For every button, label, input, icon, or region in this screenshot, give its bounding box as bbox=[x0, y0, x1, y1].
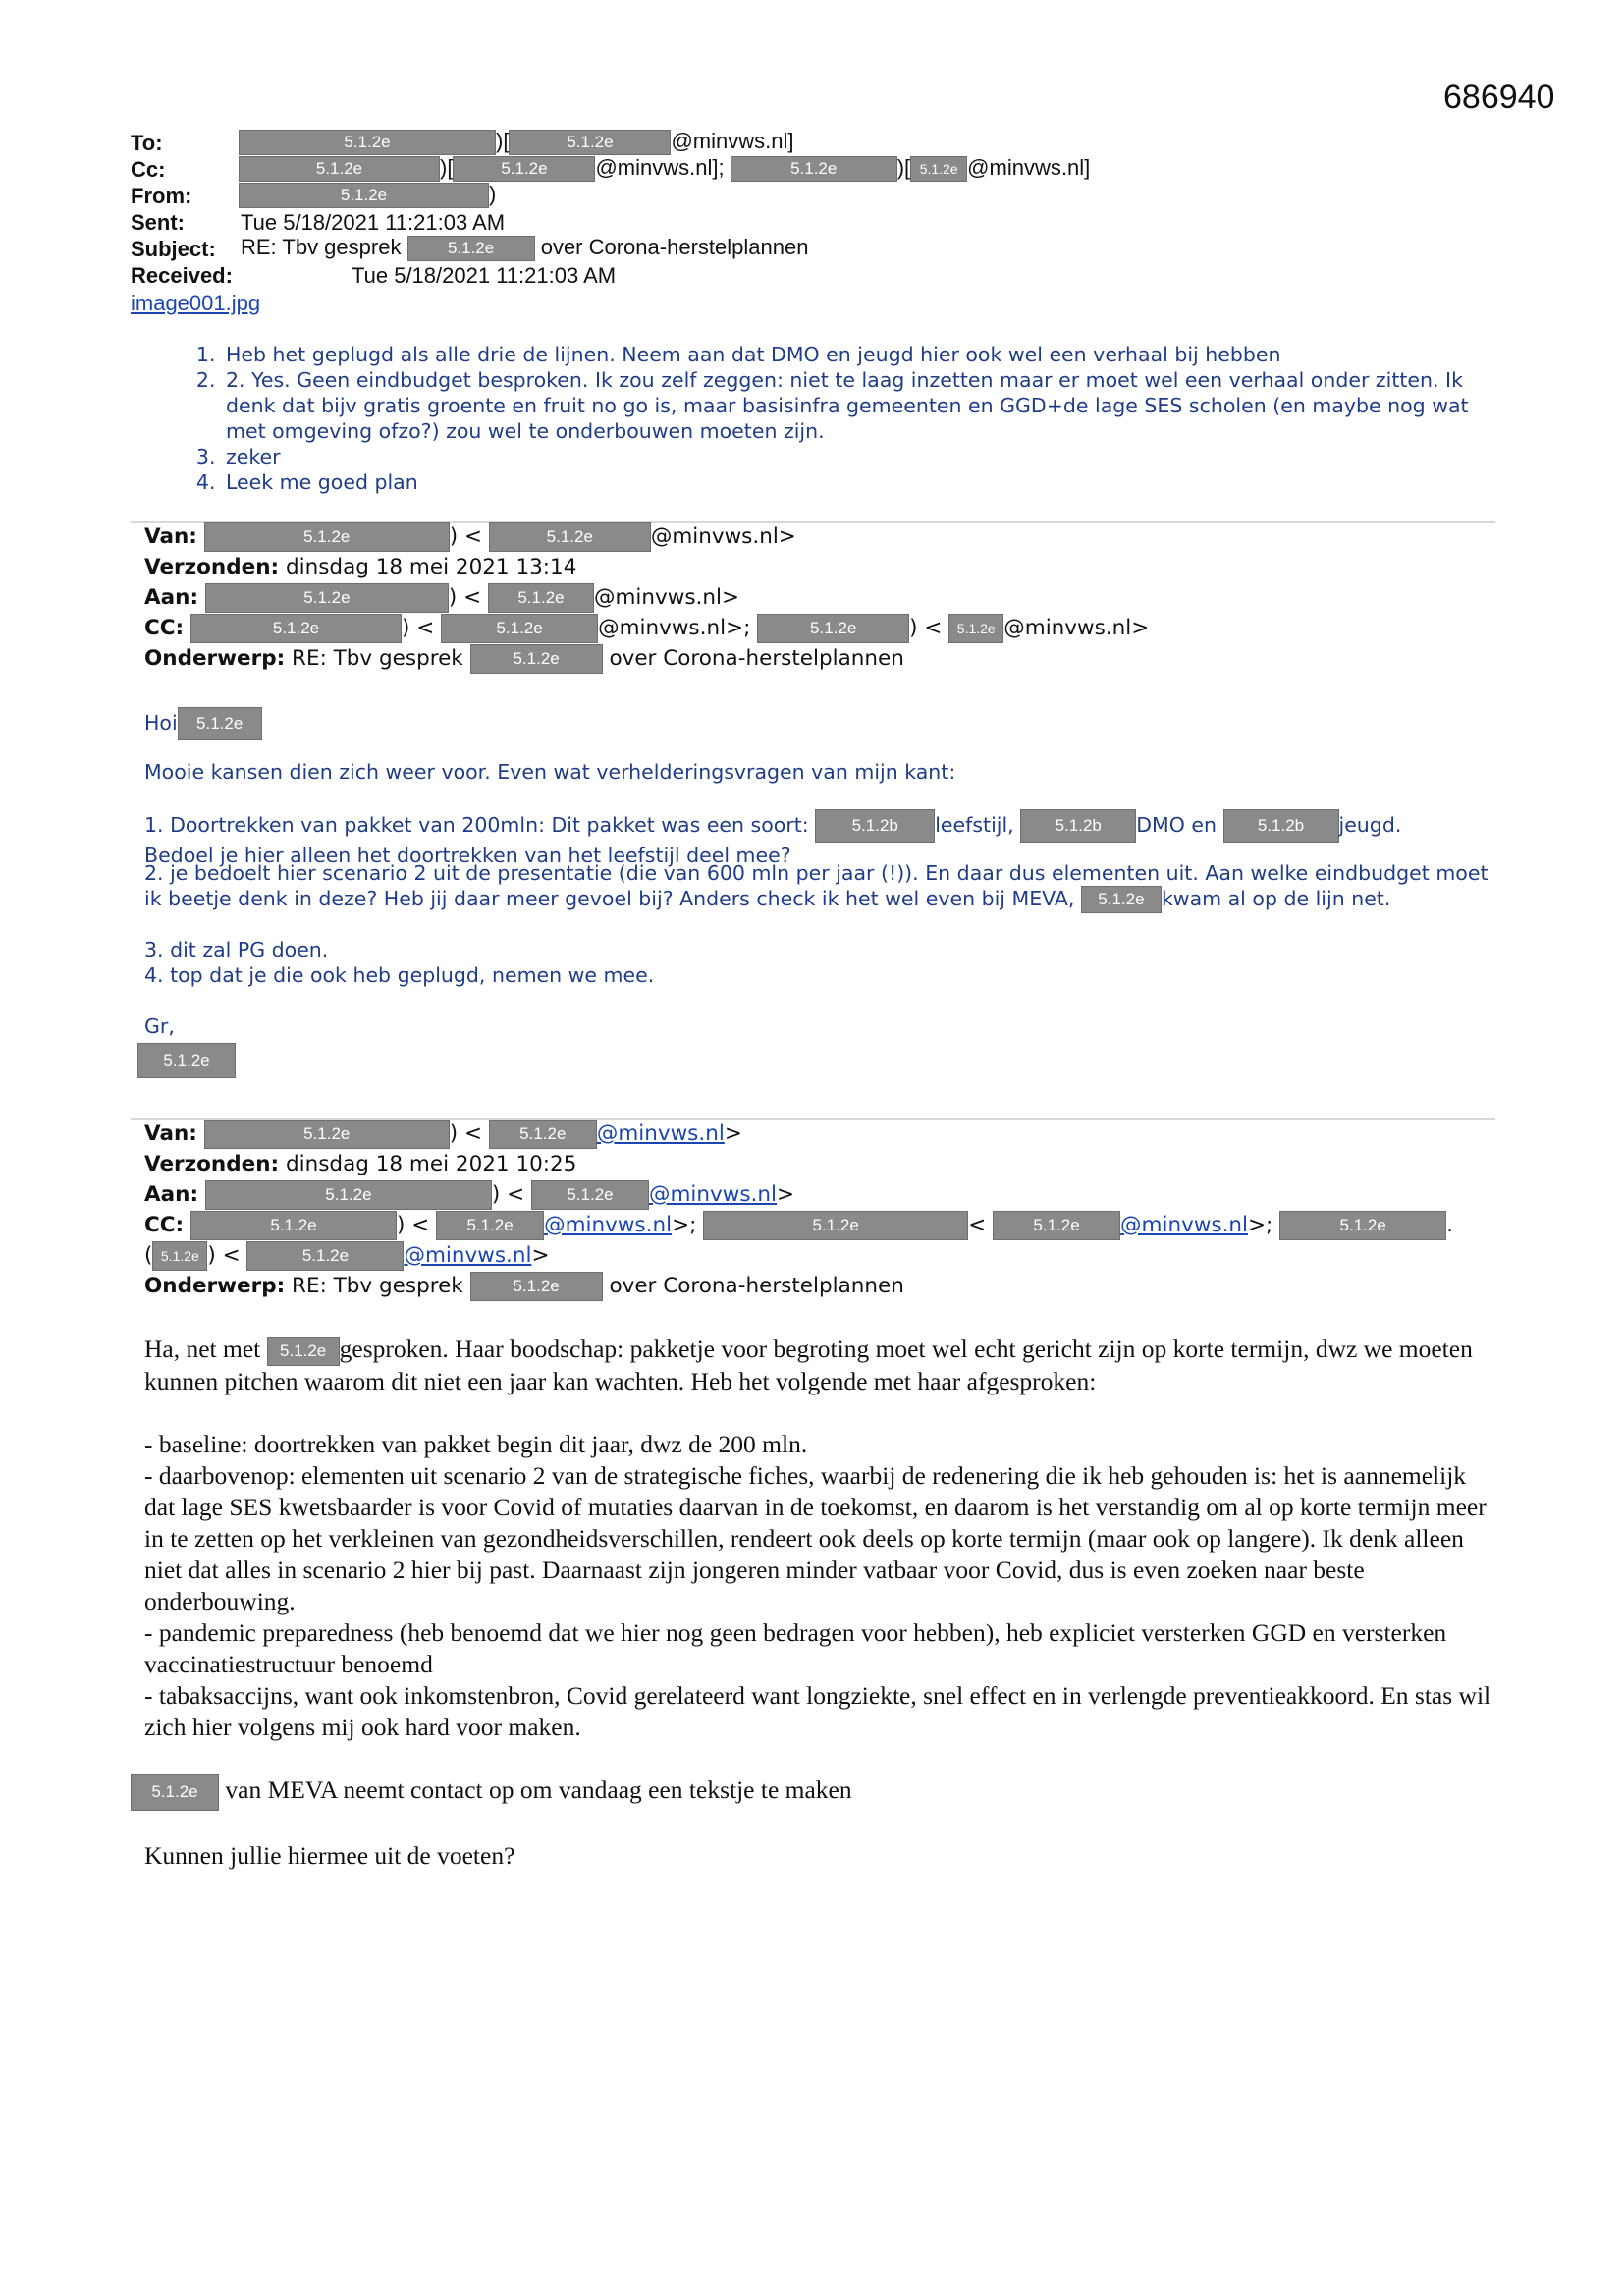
cc-domain-2: @minvws.nl] bbox=[967, 155, 1091, 180]
redaction: 5.1.2e bbox=[178, 707, 262, 740]
received-label: Received: bbox=[131, 263, 233, 288]
mail3-onderwerp: Onderwerp: RE: Tbv gesprek 5.1.2e over Corona-herstelplannen bbox=[144, 1272, 904, 1301]
to-domain: @minvws.nl] bbox=[671, 129, 794, 153]
redaction: 5.1.2b bbox=[1223, 809, 1339, 843]
mail2-closing: Gr, bbox=[144, 1014, 175, 1038]
mail2-signature bbox=[137, 1043, 1483, 1078]
redaction: 5.1.2e bbox=[246, 1241, 404, 1271]
reply-item: 1. Heb het geplugd als alle drie de lijnen. Neem aan dat DMO en jeugd hier ook wel een verhaal bij hebben bbox=[222, 342, 1492, 367]
mail3-meva: 5.1.2e van MEVA neemt contact op om vandaag een tekstje te maken bbox=[131, 1774, 1481, 1811]
sent-value: Tue 5/18/2021 11:21:03 AM bbox=[241, 210, 506, 235]
redaction: 5.1.2e bbox=[489, 522, 651, 552]
redaction: 5.1.2e bbox=[205, 583, 449, 613]
redaction: 5.1.2b bbox=[815, 809, 935, 843]
redaction: 5.1.2e bbox=[204, 522, 450, 552]
redaction: 5.1.2e bbox=[757, 614, 909, 643]
redaction: 5.1.2e bbox=[488, 583, 594, 613]
mail2-point-1: 1. Doortrekken van pakket van 200mln: Dit pakket was een soort: 5.1.2b leefstijl, 5.1.2b DMO en 5.1.2b jeugd. Bedoel je hier alleen het doortrekken van het leefstijl deel mee? bbox=[144, 809, 1489, 868]
sent-label: Sent: bbox=[131, 210, 185, 235]
to-label: To: bbox=[131, 131, 163, 155]
mail3-bullet-4: - tabaksaccijns, want ook inkomstenbron, Covid gerelateerd want longziekte, snel effect en in verlengde preventieakkoord. En stas wil zich hier volgens mij ook hard voor maken. bbox=[144, 1681, 1491, 1741]
cc-domain: @minvws.nl]; bbox=[595, 155, 725, 180]
mail3-bullet-3: - pandemic preparedness (heb benoemd dat we hier nog geen bedragen voor hebben), heb expliciet versterken GGD en versterken vaccinatiestructuur benoemd bbox=[144, 1618, 1447, 1678]
redaction: 5.1.2e bbox=[489, 1120, 597, 1149]
redaction: 5.1.2e bbox=[239, 156, 440, 182]
attachment-link[interactable]: image001.jpg bbox=[131, 291, 261, 315]
mail3-intro: Ha, net met 5.1.2e gesproken. Haar boodschap: pakketje voor begroting moet wel echt gericht zijn op korte termijn, dwz we moeten kunnen pitchen waarom dit niet een jaar kan wachten. Heb het volgende met haar afgesproken: bbox=[144, 1335, 1473, 1396]
redaction: 5.1.2e bbox=[152, 1241, 207, 1271]
redaction: 5.1.2e bbox=[205, 1180, 492, 1210]
redaction: 5.1.2e bbox=[910, 156, 967, 182]
redaction: 5.1.2e bbox=[407, 236, 535, 261]
redaction: 5.1.2e bbox=[731, 156, 897, 182]
redaction: 5.1.2e bbox=[239, 130, 496, 155]
subject-label: Subject: bbox=[131, 237, 216, 261]
redaction: 5.1.2e bbox=[1081, 886, 1162, 913]
redaction: 5.1.2e bbox=[509, 130, 671, 155]
mail3-bullet-1: - baseline: doortrekken van pakket begin dit jaar, dwz de 200 mln. bbox=[144, 1430, 808, 1458]
mail2-intro: Mooie kansen dien zich weer voor. Even wat verhelderingsvragen van mijn kant: bbox=[144, 760, 956, 784]
subject-value: RE: Tbv gesprek 5.1.2e over Corona-herstelplannen bbox=[241, 235, 808, 261]
mail3-verzonden: Verzonden: dinsdag 18 mei 2021 10:25 bbox=[144, 1152, 577, 1176]
mail3-question: Kunnen jullie hiermee uit de voeten? bbox=[144, 1841, 515, 1870]
mail3-van: Van: 5.1.2e ) < 5.1.2e @minvws.nl> bbox=[144, 1120, 742, 1149]
redaction: 5.1.2e bbox=[204, 1120, 450, 1149]
redaction: 5.1.2e bbox=[531, 1180, 649, 1210]
redaction: 5.1.2e bbox=[470, 644, 603, 674]
redaction: 5.1.2e bbox=[137, 1043, 236, 1078]
redaction: 5.1.2e bbox=[470, 1272, 603, 1301]
redaction: 5.1.2e bbox=[1279, 1211, 1446, 1240]
reply-item: 2. 2. Yes. Geen eindbudget besproken. Ik zou zelf zeggen: niet te laag inzetten maar er moet wel een verhaal onder zitten. Ik denk dat bijv gratis groente en fruit no go is, maar basisinfra gemeenten en GGD+de lage SES scholen (en maybe nog wat met omgeving ofzo?) zou wel te onderbouwen moeten zijn. bbox=[222, 367, 1492, 444]
mail2-greeting: Hoi 5.1.2e bbox=[144, 707, 1489, 740]
reply-item: 3. zeker bbox=[222, 444, 1492, 469]
mail3-aan: Aan: 5.1.2e ) < 5.1.2e @minvws.nl> bbox=[144, 1180, 794, 1210]
mail2-point-4: 4. top dat je die ook heb geplugd, nemen we mee. bbox=[144, 963, 655, 987]
from-label: From: bbox=[131, 184, 192, 208]
mail3-cc: CC: 5.1.2e ) < 5.1.2e @minvws.nl>; 5.1.2e < 5.1.2e @minvws.nl>; 5.1.2e . bbox=[144, 1211, 1453, 1240]
mail2-point-3: 3. dit zal PG doen. bbox=[144, 938, 329, 961]
redaction: 5.1.2e bbox=[453, 156, 595, 182]
received-value: Tue 5/18/2021 11:21:03 AM bbox=[352, 263, 617, 288]
mail2-van: Van: 5.1.2e ) < 5.1.2e @minvws.nl> bbox=[144, 522, 796, 552]
redaction: 5.1.2e bbox=[993, 1211, 1120, 1240]
redaction: 5.1.2e bbox=[948, 614, 1003, 643]
reply-item: 4. Leek me goed plan bbox=[222, 469, 1492, 495]
mail2-point-2: 2. je bedoelt hier scenario 2 uit de presentatie (die van 600 mln per jaar (!)). En daar dus elementen uit. Aan welke eindbudget moet ik beetje denk in deze? Heb jij daar meer gevoel bij? Anders check ik het wel even bij MEVA, 5.1.2e kwam al op de lijn net. bbox=[144, 860, 1489, 913]
mail3-cc-cont: ( 5.1.2e ) < 5.1.2e @minvws.nl> bbox=[144, 1241, 549, 1271]
from-value: 5.1.2e ) bbox=[239, 182, 496, 208]
cc-label: Cc: bbox=[131, 157, 166, 182]
mail3-bullet-2: - daarbovenop: elementen uit scenario 2 van de strategische fiches, waarbij de redenering die ik heb gehouden is: het is aannemelijk dat lage SES kwetsbaarder is voor Covid of mutaties daarvan in de toekomst, en daarom is het verstandig om al op korte termijn meer in te zetten op het verkleinen van gezondheidsverschillen, rendeert ook deels op korte termijn (maar ook op langere). Ik denk alleen niet dat alles in scenario 2 hier bij past. Daarnaast zijn jongeren minder vatbaar voor Covid, dus is even zoeken naar beste onderbouwing. bbox=[144, 1461, 1487, 1615]
mail2-aan: Aan: 5.1.2e ) < 5.1.2e @minvws.nl> bbox=[144, 583, 739, 613]
redaction: 5.1.2e bbox=[436, 1211, 544, 1240]
redaction: 5.1.2e bbox=[239, 183, 489, 208]
to-value: 5.1.2e )[ 5.1.2e @minvws.nl] bbox=[239, 129, 793, 155]
mail2-onderwerp: Onderwerp: RE: Tbv gesprek 5.1.2e over Corona-herstelplannen bbox=[144, 644, 904, 674]
reply-body bbox=[177, 342, 1492, 495]
document-number: 686940 bbox=[1443, 79, 1555, 116]
cc-value: 5.1.2e )[ 5.1.2e @minvws.nl]; 5.1.2e )[ 5.1.2e @minvws.nl] bbox=[239, 155, 1090, 182]
redaction: 5.1.2e bbox=[267, 1337, 340, 1366]
mail2-cc: CC: 5.1.2e ) < 5.1.2e @minvws.nl>; 5.1.2e ) < 5.1.2e @minvws.nl> bbox=[144, 614, 1149, 643]
redaction: 5.1.2e bbox=[703, 1211, 968, 1240]
redaction: 5.1.2e bbox=[131, 1774, 219, 1811]
redaction: 5.1.2e bbox=[190, 614, 402, 643]
redaction: 5.1.2e bbox=[441, 614, 598, 643]
redaction: 5.1.2b bbox=[1020, 809, 1136, 843]
mail2-verzonden: Verzonden: dinsdag 18 mei 2021 13:14 bbox=[144, 555, 577, 579]
redaction: 5.1.2e bbox=[190, 1211, 397, 1240]
